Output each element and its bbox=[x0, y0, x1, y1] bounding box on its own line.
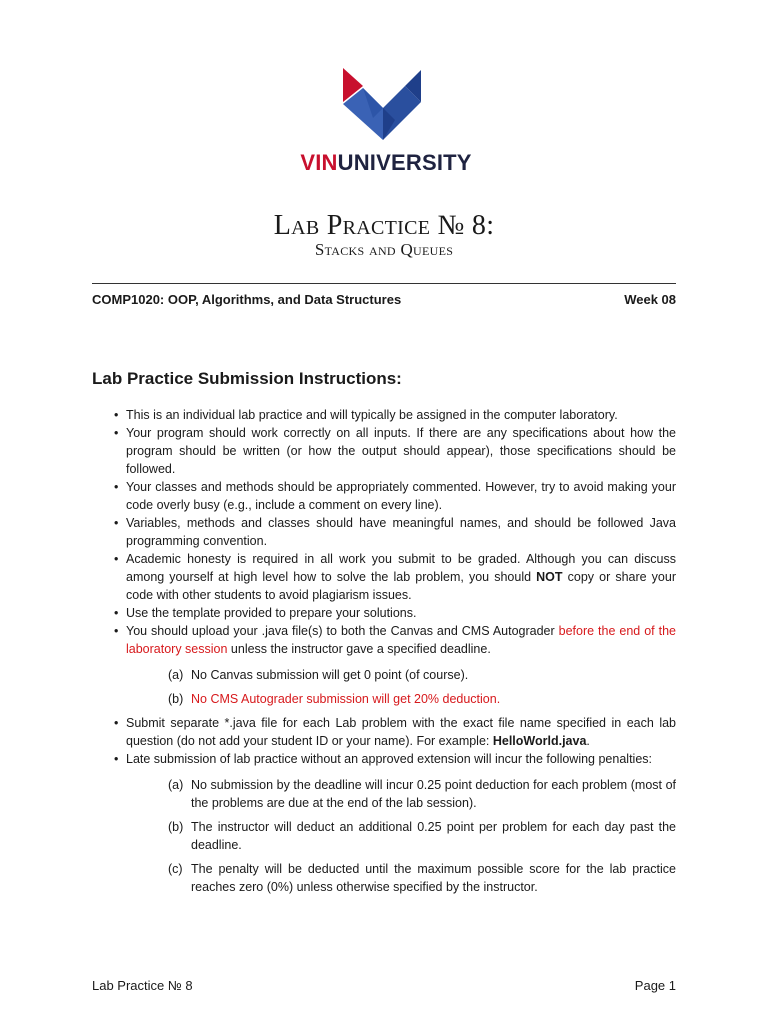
header-divider bbox=[92, 283, 676, 284]
document-title: Lab Practice № 8: bbox=[273, 210, 495, 241]
course-name: COMP1020: OOP, Algorithms, and Data Structures bbox=[92, 292, 402, 307]
list-item: • Your program should work correctly on all inputs. If there are any specifications about how the program should be written (or how the output should appear), those specifications should be followed. bbox=[114, 426, 676, 476]
document-subtitle: Stacks and Queues bbox=[314, 240, 454, 259]
footer-title: Lab Practice № 8 bbox=[92, 978, 193, 993]
wordmark-vin: VIN bbox=[300, 150, 338, 175]
list-item: • Submit separate *.java file for each Lab problem with the exact file name specified in each lab question (do not add your student ID or your name). For example: HelloWorld.java. bbox=[114, 716, 676, 748]
list-item: • Use the template provided to prepare your solutions. bbox=[114, 606, 417, 620]
instructions-list bbox=[92, 406, 676, 902]
list-item: • Academic honesty is required in all work you submit to be graded. Although you can discuss among yourself at high level how to solve the lab problem, you should NOT copy or share your code with other students to avoid plagiarism issues. bbox=[114, 552, 676, 602]
page-number: Page 1 bbox=[634, 978, 676, 993]
list-item: • Your classes and methods should be appropriately commented. However, try to avoid making your code overly busy (e.g., include a comment on every line). bbox=[114, 480, 676, 512]
sublist-item: (b) The instructor will deduct an additional 0.25 point per problem for each day past the deadline. bbox=[168, 820, 676, 852]
list-item: • You should upload your .java file(s) to both the Canvas and CMS Autograder before the end of the laboratory session unless the instructor gave a specified deadline. (a) No Canvas submission will get 0 point (of course). (b) No CMS Autograder submission will get 20% deduction. bbox=[114, 624, 676, 706]
list-item: • This is an individual lab practice and will typically be assigned in the computer laboratory. bbox=[114, 408, 618, 422]
list-item: • Variables, methods and classes should have meaningful names, and should be followed Java programming convention. bbox=[114, 516, 676, 548]
sublist-item: (a) No Canvas submission will get 0 point (of course). bbox=[168, 668, 469, 682]
section-heading: Lab Practice Submission Instructions: bbox=[92, 369, 402, 388]
sublist-item: (c) The penalty will be deducted until the maximum possible score for the lab practice reaches zero (0%) unless otherwise specified by the instructor. bbox=[168, 862, 676, 894]
sublist-item: (b) No CMS Autograder submission will get 20% deduction. bbox=[168, 692, 501, 706]
submission-sublist bbox=[126, 666, 676, 708]
wordmark-university: UNIVERSITY bbox=[337, 150, 472, 175]
list-item: • Late submission of lab practice without an approved extension will incur the following penalties: (a) No submission by the deadline will incur 0.25 point deduction for each problem (most of the problems are due at the end of the lab session). (b) The instructor will deduct an additional 0.25 point per problem for each day past the deadline. (c) The penalty will be deducted until the maximum possible score for the lab practice reaches zero (0%) unless otherwise specified by the instructor. bbox=[114, 752, 676, 894]
vinuniversity-v-logo-icon bbox=[343, 68, 423, 140]
sublist-item: (a) No submission by the deadline will incur 0.25 point deduction for each problem (most of the problems are due at the end of the lab session). bbox=[168, 778, 676, 810]
university-logo bbox=[291, 66, 481, 146]
week-label: Week 08 bbox=[624, 292, 676, 307]
university-wordmark bbox=[291, 150, 481, 176]
penalty-sublist bbox=[126, 776, 676, 896]
